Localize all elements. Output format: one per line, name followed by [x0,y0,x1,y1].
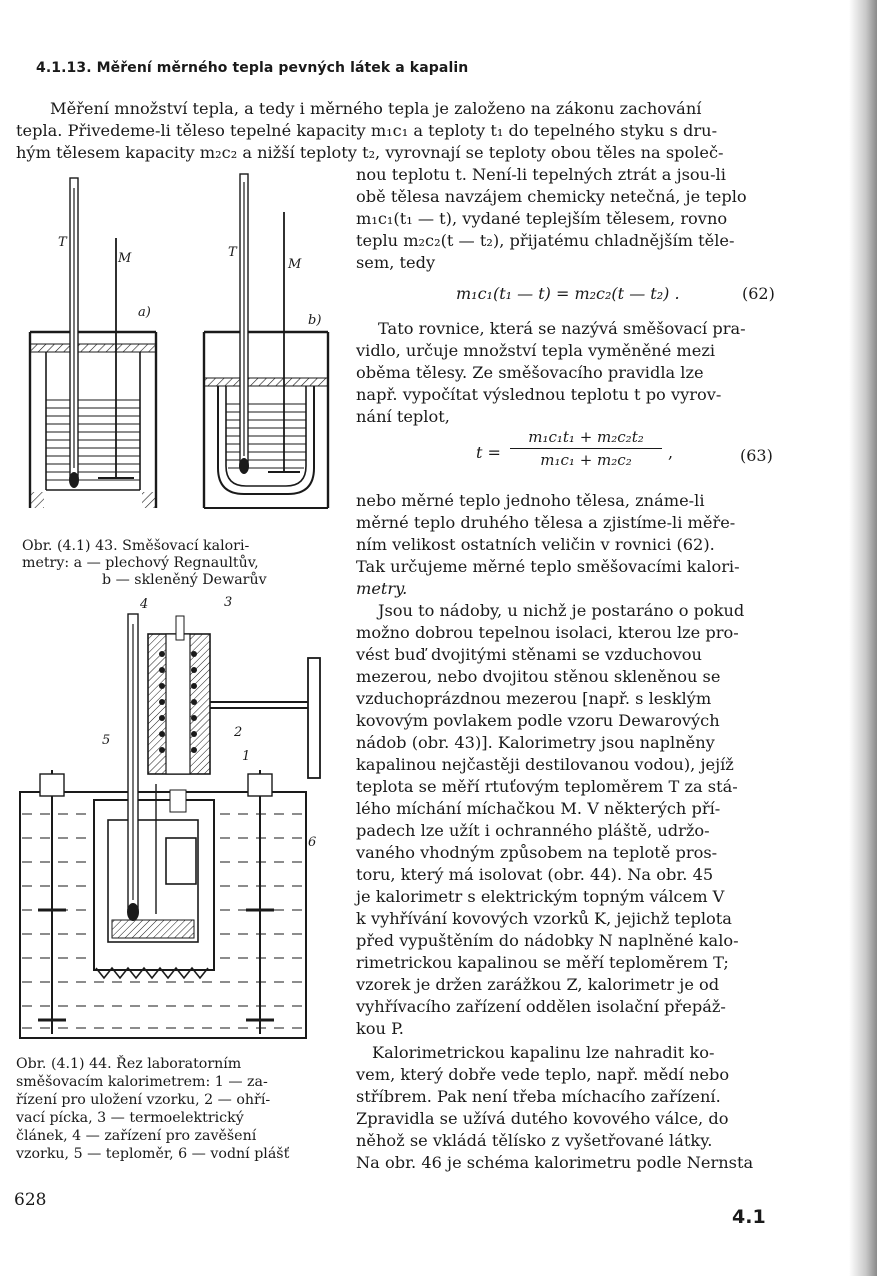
equation-62: m₁c₁(t₁ — t) = m₂c₂(t — t₂) . [456,284,680,303]
text-line: např. vypočítat výslednou teplotu t po vyrov- [356,385,722,404]
text-line: možno dobrou tepelnou isolaci, kterou lze pro- [356,623,739,642]
text-line: před vypuštěním do nádobky N naplněné kalo- [356,931,739,950]
text-line: sem, tedy [356,253,436,272]
text-line: kovovým povlakem podle vzoru Dewarových [356,711,720,730]
label-T-b: T [228,245,237,260]
text-line: něhož se vkládá tělísko z vyšetřované látky. [356,1131,713,1150]
text-line: k vyhřívání kovových vzorků K, jejichž teplota [356,909,732,928]
inner-vessel [94,800,214,978]
text-line: obě tělesa navzájem chemicky netečná, je teplo [356,187,747,206]
text-line: vem, který dobře vede teplo, např. mědí nebo [356,1065,730,1084]
text-line: ním velikost ostatních veličin v rovnici (62). [356,535,715,554]
text-line: Tato rovnice, která se nazývá směšovací pra- [378,319,746,338]
figure-43-caption-line: Obr. (4.1) 43. Směšovací kalori- [22,538,250,554]
label-b: b) [308,313,322,328]
text-line: nou teplotu t. Není-li tepelných ztrát a jsou-li [356,165,726,184]
page-number: 628 [14,1190,47,1210]
text-line: nebo měrné teplo jednoho tělesa, známe-li [356,491,705,510]
text-line: nání teplot, [356,407,450,426]
thermometer-5 [127,614,139,921]
figure-43-caption-line: b — skleněný Dewarův [102,572,267,588]
text-line: oběma tělesy. Ze směšovacího pravidla lze [356,363,704,382]
text-line: kapalinou nejčastěji destilovanou vodou), jejíž [356,755,734,774]
intro-line-2: tepla. Přivedeme-li těleso tepelné kapacity m₁c₁ a teploty t₁ do tepelného styku s dru- [16,121,718,140]
equation-63-number: (63) [740,446,773,465]
equation-62-number: (62) [742,284,775,303]
figure-44-caption-line: článek, 4 — zařízení pro zavěšení [16,1128,257,1144]
text-line: padech lze užít i ochranného pláště, udržo- [356,821,710,840]
intro-line-3: hým tělesem kapacity m₂c₂ a nižší teploty t₂, vyrovnají se teploty obou těles na společ- [16,143,724,162]
label-1: 1 [242,749,251,764]
text-line: vést buď dvojitými stěnami se vzduchovou [356,645,702,664]
text-line: vzduchoprázdnou mezerou [např. s lesklým [356,689,712,708]
label-M-a: M [118,251,132,266]
label-3: 3 [224,595,233,610]
text-line: vzorek je držen zarážkou Z, kalorimetr je od [356,975,720,994]
figure-43-calorimeters [18,168,353,526]
section-marker: 4.1 [732,1206,766,1228]
figure-44-caption-line: vací pícka, 3 — termoelektrický [16,1110,244,1126]
label-a: a) [138,305,151,320]
text-line: Na obr. 46 je schéma kalorimetru podle Nernsta [356,1153,754,1172]
text-line: teplu m₂c₂(t — t₂), přijatému chladnějším těle- [356,231,735,250]
calorimeter-a [30,178,156,508]
label-5: 5 [102,733,111,748]
text-line: mezerou, nebo dvojitou stěnou skleněnou se [356,667,721,686]
label-2: 2 [234,725,243,740]
figure-44-laboratory-calorimeter [16,594,352,1044]
text-line: vidlo, určuje množství tepla vyměněné mezi [356,341,716,360]
equation-63-numerator: m₁c₁t₁ + m₂c₂t₂ [528,428,644,446]
text-line: lého míchání míchačkou M. V některých pří- [356,799,721,818]
text-line: rimetrickou kapalinou se měří teploměrem T; [356,953,729,972]
figure-44-caption-line: směšovacím kalorimetrem: 1 — za- [16,1074,268,1090]
text-line: toru, který má isolovat (obr. 44). Na obr. 45 [356,865,714,884]
fraction-bar [510,448,662,449]
label-6: 6 [308,835,317,850]
equation-63-fraction [510,428,662,469]
text-line: je kalorimetr s elektrickým topným válcem V [356,887,725,906]
label-T-a: T [58,235,67,250]
figure-43-caption-line: metry: a — plechový Regnaultův, [22,555,259,571]
text-line: Tak určujeme měrné teplo směšovacími kalori- [356,557,740,576]
text-line: měrné teplo druhého tělesa a zjistíme-li měře- [356,513,736,532]
figure-44-caption-line: řízení pro uložení vzorku, 2 — ohří- [16,1092,271,1108]
text-line: stříbrem. Pak není třeba míchacího zařízení. [356,1087,721,1106]
text-line: vyhřívacího zařízení oddělen isolační přepáž- [356,997,726,1016]
text-line: Kalorimetrickou kapalinu lze nahradit ko- [372,1043,715,1062]
figure-44-caption-line: vzorku, 5 — teploměr, 6 — vodní plášť [16,1146,290,1162]
text-line: teplota se měří rtuťovým teploměrem T za stá- [356,777,738,796]
equation-63-comma: , [668,443,674,462]
equation-63-denominator: m₁c₁ + m₂c₂ [540,451,632,469]
figure-44-caption-line: Obr. (4.1) 44. Řez laboratorním [16,1056,242,1072]
text-line: Zpravidla se užívá dutého kovového válce, do [356,1109,729,1128]
heating-furnace [148,616,320,778]
intro-line-1: Měření množství tepla, a tedy i měrného tepla je založeno na zákonu zachování [50,99,702,118]
page-edge-shadow [849,0,877,1276]
section-heading: 4.1.13. Měření měrného tepla pevných látek a kapalin [36,60,469,76]
label-M-b: M [288,257,302,272]
text-line: nádob (obr. 43)]. Kalorimetry jsou naplněny [356,733,715,752]
text-line: m₁c₁(t₁ — t), vydané teplejším tělesem, rovno [356,209,728,228]
text-line: Jsou to nádoby, u nichž je postaráno o pokud [378,601,745,620]
label-4: 4 [140,597,149,612]
text-line: metry. [356,579,408,598]
calorimeter-b [204,174,328,508]
equation-63-lhs: t = [476,443,501,462]
text-line: vaného vhodným způsobem na teplotě pros- [356,843,718,862]
text-line: kou P. [356,1019,404,1038]
